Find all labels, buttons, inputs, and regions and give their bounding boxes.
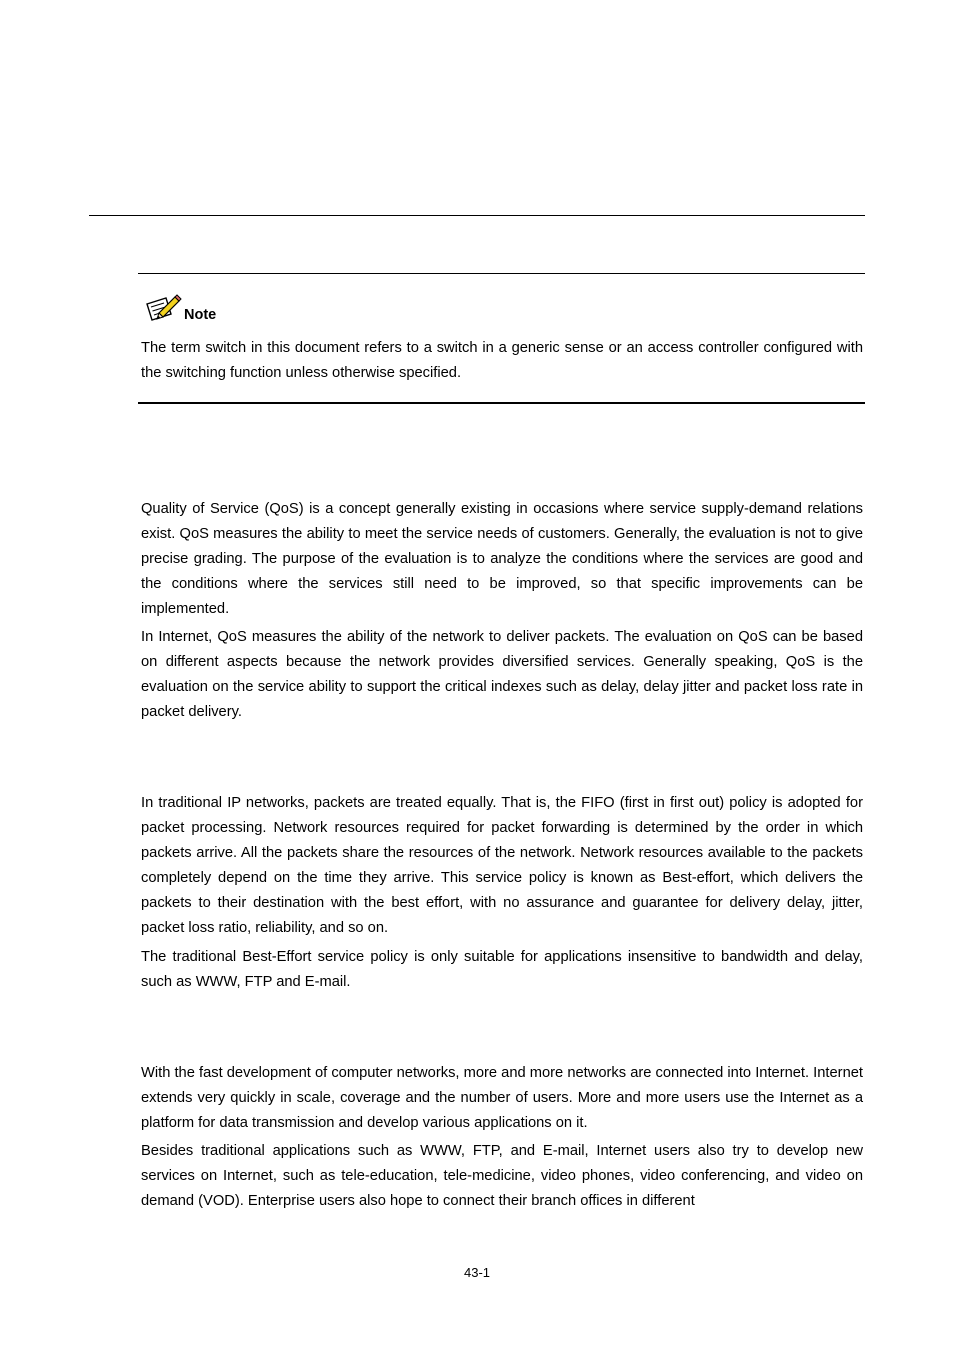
page-number: 43-1 bbox=[463, 1265, 491, 1280]
paragraph-best-effort: The traditional Best-Effort service policy is only suitable for applications insensitive to bandwidth and delay, such as WWW, FTP and E-mail. bbox=[141, 949, 863, 990]
note-header bbox=[144, 292, 216, 322]
paragraph-traditional-ip: In traditional IP networks, packets are treated equally. That is, the FIFO (first in first out) policy is adopted for packet processing. Network resources required for packet forwarding is determined by the order in which packets arrive. All the packets share the resources of the network. Network resources available to the packets completely depend on the time they arrive. This service policy is known as Best-effort, which delivers the packets to their destination with the best effort, with no assurance and guarantee for delivery delay, jitter, packet loss ratio, reliability, and so on. bbox=[141, 795, 863, 936]
section-divider bbox=[89, 215, 865, 216]
paragraph-qos-internet: In Internet, QoS measures the ability of the network to deliver packets. The evaluation on QoS can be based on different aspects because the network provides diversified services. Generally speaking, QoS is the evaluation on the service ability to support the critical indexes such as delay, delay jitter and packet loss rate in packet delivery. bbox=[141, 629, 863, 720]
note-pencil-icon bbox=[144, 292, 182, 322]
paragraph-network-growth: With the fast development of computer networks, more and more networks are connected into Internet. Internet extends very quickly in scale, coverage and the number of users. More and more users use the Internet as a platform for data transmission and develop various applications on it. bbox=[141, 1065, 863, 1131]
note-box bbox=[138, 273, 865, 404]
note-label: Note bbox=[184, 306, 217, 323]
paragraph-qos-concept: Quality of Service (QoS) is a concept generally existing in occasions where service supply-demand relations exist. QoS measures the ability to meet the service needs of customers. Generally, the evaluation is not to give precise grading. The purpose of the evaluation is to analyze the conditions where the services are good and the conditions where the services still need to be improved, so that specific improvements can be implemented. bbox=[141, 501, 863, 617]
paragraph-new-services: Besides traditional applications such as WWW, FTP, and E-mail, Internet users also try to develop new services on Internet, such as tele-education, tele-medicine, video phones, video conferencing, and video on demand (VOD). Enterprise users also hope to connect their branch offices in different bbox=[141, 1143, 863, 1209]
note-text: The term switch in this document refers to a switch in a generic sense or an access controller configured with the switching function unless otherwise specified. bbox=[141, 340, 863, 381]
